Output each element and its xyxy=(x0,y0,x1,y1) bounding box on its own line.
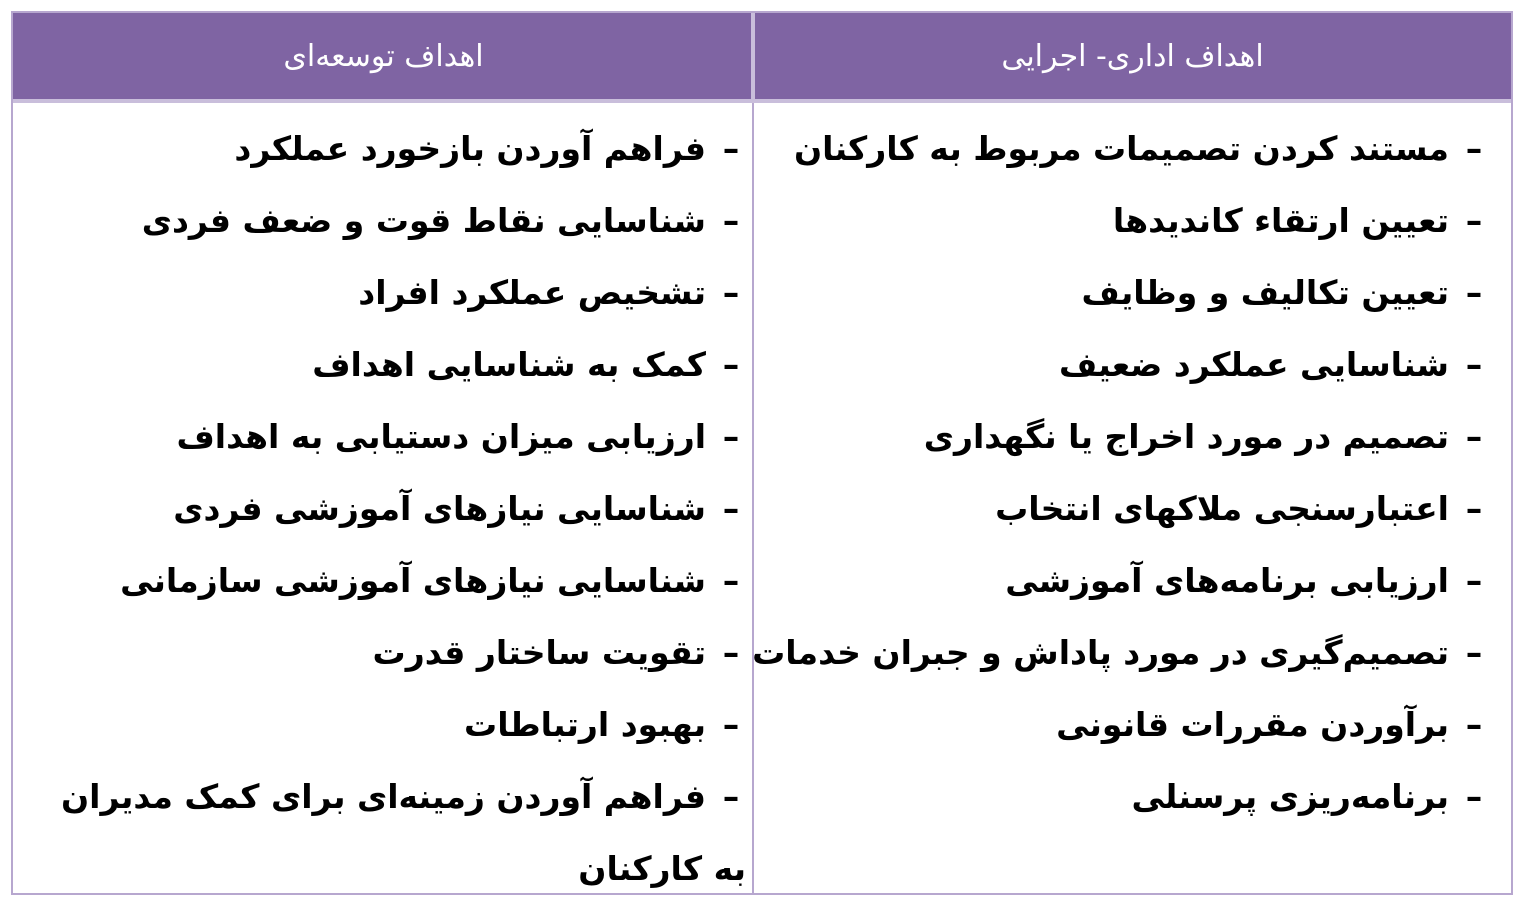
list-item xyxy=(773,401,1489,473)
list-item xyxy=(773,113,1489,185)
item-text: تعیین تکالیف و وظایف xyxy=(1081,273,1449,312)
item-text: ارزیابی برنامه‌های آموزشی xyxy=(1005,561,1449,600)
bullet-dash: – xyxy=(1465,705,1483,744)
list-item xyxy=(33,617,746,689)
list-item xyxy=(773,257,1489,329)
item-text: فراهم آوردن زمینه‌ای برای کمک مدیران به کارکنان xyxy=(61,777,746,888)
bullet-dash: – xyxy=(1465,489,1483,528)
bullet-dash: – xyxy=(1465,273,1483,312)
item-text: اعتبارسنجی ملاکهای انتخاب xyxy=(995,489,1449,528)
bullet-dash: – xyxy=(722,705,740,744)
item-text: برنامه‌ریزی پرسنلی xyxy=(1131,777,1449,816)
item-text: کمک به شناسایی اهداف xyxy=(312,345,706,384)
list-item xyxy=(33,401,746,473)
bullet-dash: – xyxy=(1465,129,1483,168)
item-text: شناسایی نیازهای آموزشی فردی xyxy=(173,489,706,528)
column-divider xyxy=(752,103,754,893)
bullet-dash: – xyxy=(722,777,740,816)
bullet-dash: – xyxy=(722,273,740,312)
goals-table xyxy=(11,11,1513,895)
bullet-dash: – xyxy=(722,129,740,168)
bullet-dash: – xyxy=(1465,777,1483,816)
bullet-dash: – xyxy=(722,201,740,240)
item-text: تصمیم‌گیری در مورد پاداش و جبران خدمات xyxy=(752,633,1449,672)
list-item xyxy=(33,257,746,329)
item-text: مستند کردن تصمیمات مربوط به کارکنان xyxy=(794,129,1449,168)
item-text: برآوردن مقررات قانونی xyxy=(1056,705,1449,744)
list-item xyxy=(33,473,746,545)
item-text: شناسایی نقاط قوت و ضعف فردی xyxy=(141,201,706,240)
header-administrative-goals: اهداف اداری- اجرایی xyxy=(1001,38,1264,74)
list-item xyxy=(33,185,746,257)
list-item xyxy=(33,689,746,761)
list-item xyxy=(33,113,746,185)
bullet-dash: – xyxy=(722,561,740,600)
item-text: ارزیابی میزان دستیابی به اهداف xyxy=(176,417,706,456)
item-text: شناسایی نیازهای آموزشی سازمانی xyxy=(120,561,706,600)
list-item xyxy=(773,473,1489,545)
bullet-dash: – xyxy=(1465,345,1483,384)
list-item xyxy=(773,185,1489,257)
item-text: بهبود ارتباطات xyxy=(464,705,706,744)
bullet-dash: – xyxy=(722,489,740,528)
list-item xyxy=(752,617,1489,689)
table-header xyxy=(13,13,1511,103)
item-text: تصمیم در مورد اخراج یا نگهداری xyxy=(923,417,1449,456)
list-item xyxy=(33,545,746,617)
administrative-goals-list xyxy=(752,113,1489,833)
list-item xyxy=(773,761,1489,833)
list-item xyxy=(33,329,746,401)
bullet-dash: – xyxy=(1465,201,1483,240)
list-item xyxy=(33,761,746,905)
list-item xyxy=(773,545,1489,617)
bullet-dash: – xyxy=(722,345,740,384)
item-text: تعیین ارتقاء کاندیدها xyxy=(1112,201,1449,240)
list-item xyxy=(773,689,1489,761)
bullet-dash: – xyxy=(1465,561,1483,600)
header-developmental-goals: اهداف توسعه‌ای xyxy=(283,38,484,74)
item-text: تشخیص عملکرد افراد xyxy=(358,273,706,312)
bullet-dash: – xyxy=(1465,417,1483,456)
developmental-goals-list xyxy=(33,113,746,905)
item-text: تقویت ساختار قدرت xyxy=(372,633,706,672)
item-text: شناسایی عملکرد ضعیف xyxy=(1059,345,1449,384)
bullet-dash: – xyxy=(722,633,740,672)
item-text: فراهم آوردن بازخورد عملکرد xyxy=(234,129,706,168)
list-item xyxy=(773,329,1489,401)
bullet-dash: – xyxy=(722,417,740,456)
bullet-dash: – xyxy=(1465,633,1483,672)
